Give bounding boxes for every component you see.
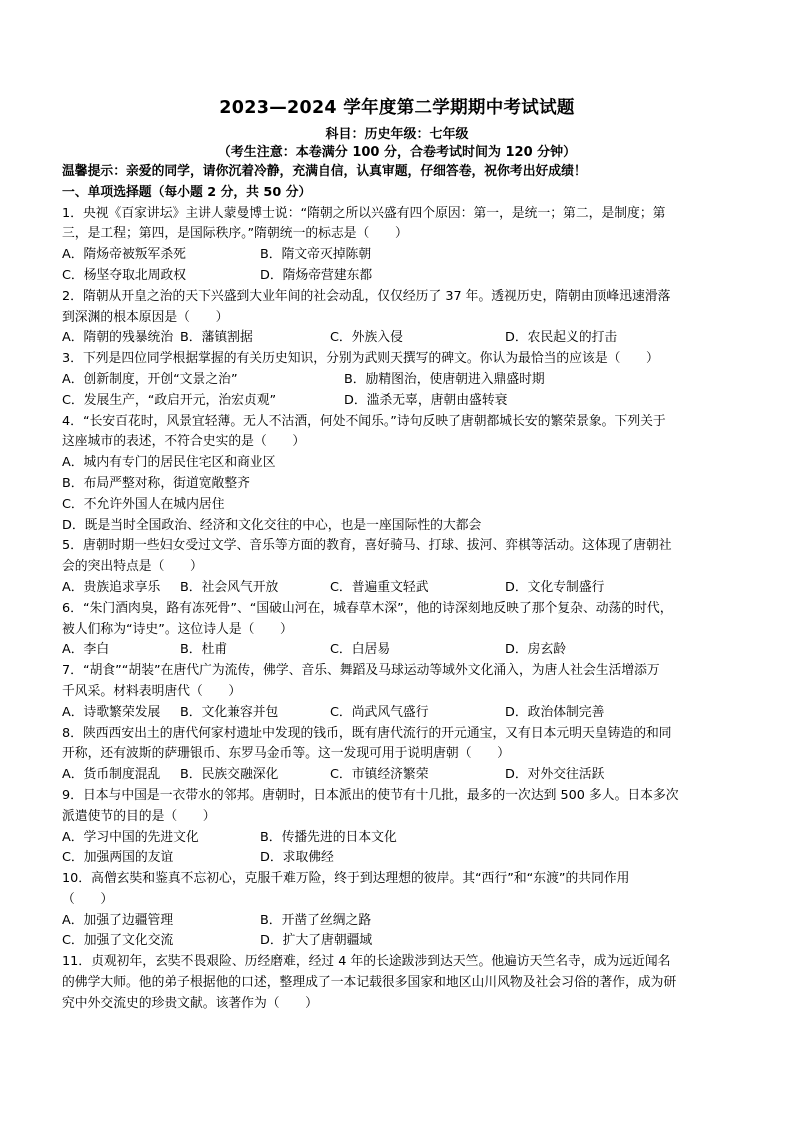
question-item (62, 536, 732, 598)
question-item (62, 661, 732, 723)
question-stem-line: 2．隋朝从开皇之治的天下兴盛到大业年间的社会动乱，仅仅经历了 37 年。透视历史，隋朝由顶峰迅速滑落 (62, 288, 671, 304)
option-row (62, 328, 732, 349)
answer-option[interactable]: C．杨坚夺取北周政权 (62, 267, 187, 283)
question-stem-line: 7．“胡食”“胡装”在唐代广为流传，佛学、音乐、舞蹈及马球运动等域外文化涌入，为唐人社会生活增添万 (62, 663, 660, 679)
question-stem-line: 会的突出特点是（ ） (62, 559, 203, 575)
answer-option[interactable]: B．励精图治，使唐朝进入鼎盛时期 (344, 371, 545, 387)
question-stem-line: 被人们称为“诗史”。这位诗人是（ ） (62, 621, 293, 637)
question-item (62, 869, 732, 952)
answer-option[interactable]: B．杜甫 (180, 642, 228, 658)
exam-page (62, 96, 732, 1015)
answer-option[interactable]: D．政治体制完善 (505, 704, 605, 720)
answer-option[interactable]: B．藩镇割据 (180, 330, 253, 346)
question-stem-line: 究中外交流史的珍贵文献。该著作为（ ） (62, 995, 318, 1011)
answer-option[interactable]: D．文化专制盛行 (505, 579, 605, 595)
question-stem-line: 3．下列是四位同学根据掌握的有关历史知识，分别为武则天撰写的碑文。你认为最恰当的应该是（ ） (62, 351, 659, 367)
question-stem-line: 1．央视《百家讲坛》主讲人蒙曼博士说：“隋朝之所以兴盛有四个原因：第一，是统一；第二，是制度；第 (62, 205, 666, 221)
question-stem-line: 9．日本与中国是一衣带水的邻邦。唐朝时，日本派出的使节有十几批，最多的一次达到 500 多人。日本多次 (62, 787, 679, 803)
answer-option[interactable]: C．市镇经济繁荣 (330, 767, 429, 783)
question-stem-line: 4．“长安百花时，风景宜轻薄。无人不沽酒，何处不闻乐。”诗句反映了唐朝都城长安的繁荣景象。下列关于 (62, 413, 666, 429)
answer-option[interactable]: C．尚武风气盛行 (330, 704, 429, 720)
answer-option[interactable]: A．城内有专门的居民住宅区和商业区 (62, 455, 276, 471)
answer-option[interactable]: A．诗歌繁荣发展 (62, 704, 161, 720)
option-row (62, 370, 732, 391)
question-stem-line: 11．贞观初年，玄奘不畏艰险、历经磨难，经过 4 年的长途跋涉到达天竺。他遍访天竺名寺，成为远近闻名 (62, 954, 671, 970)
question-stem-line: 到深渊的根本原因是（ ） (62, 309, 229, 325)
answer-option[interactable]: A．贵族追求享乐 (62, 579, 161, 595)
question-stem-line: 千风采。材料表明唐代（ ） (62, 683, 242, 699)
option-row (62, 453, 732, 474)
option-row (62, 578, 732, 599)
section-title: 一、单项选择题（每小题 2 分，共 50 分） (62, 184, 312, 200)
question-item (62, 204, 732, 287)
option-row (62, 266, 732, 287)
option-row (62, 911, 732, 932)
question-item (62, 724, 732, 786)
option-row (62, 516, 732, 537)
answer-option[interactable]: A．李白 (62, 642, 110, 658)
answer-option[interactable]: B．文化兼容并包 (180, 704, 279, 720)
exam-notice: （考生注意：本卷满分 100 分，合卷考试时间为 120 分钟） (217, 145, 577, 160)
question-stem-line: 三，是工程；第四，是国际秩序。”隋朝统一的标志是（ ） (62, 226, 408, 242)
option-row (62, 828, 732, 849)
option-row (62, 640, 732, 661)
answer-option[interactable]: C．加强了文化交流 (62, 933, 174, 949)
answer-option[interactable]: C．加强两国的友谊 (62, 850, 174, 866)
option-row (62, 245, 732, 266)
question-item (62, 412, 732, 537)
answer-option[interactable]: C．不允许外国人在城内居住 (62, 496, 225, 512)
question-item (62, 599, 732, 661)
question-stem-line: 10．高僧玄奘和鉴真不忘初心，克服千难万险，终于到达理想的彼岸。其“西行”和“东渡”的共同作用 (62, 871, 630, 887)
answer-option[interactable]: B．社会风气开放 (180, 579, 279, 595)
option-row (62, 474, 732, 495)
answer-option[interactable]: B．开凿了丝绸之路 (260, 912, 372, 928)
question-item (62, 349, 732, 411)
answer-option[interactable]: D．隋炀帝营建东都 (260, 267, 373, 283)
answer-option[interactable]: D．既是当时全国政治、经济和文化交往的中心，也是一座国际性的大都会 (62, 517, 482, 533)
question-stem-line: 这座城市的表述，不符合史实的是（ ） (62, 434, 306, 450)
question-stem-line: 的佛学大师。他的弟子根据他的口述，整理成了一本记载很多国家和地区山川风物及社会习俗的著作，成为研 (62, 975, 677, 991)
option-row (62, 765, 732, 786)
answer-option[interactable]: B．隋文帝灭掉陈朝 (260, 247, 372, 263)
answer-option[interactable]: D．对外交往活跃 (505, 767, 605, 783)
question-item (62, 786, 732, 869)
answer-option[interactable]: C．发展生产，“政启开元，治宏贞观” (62, 392, 277, 408)
answer-option[interactable]: B．布局严整对称，街道宽敞整齐 (62, 475, 250, 491)
answer-option[interactable]: A．隋朝的残暴统治 (62, 330, 174, 346)
question-stem-line: 6．“朱门酒肉臭，路有冻死骨”、“国破山河在，城春草木深”，他的诗深刻地反映了那个复杂、动荡的时代， (62, 600, 673, 616)
answer-option[interactable]: A．隋炀帝被叛军杀死 (62, 247, 186, 263)
option-row (62, 703, 732, 724)
option-row (62, 391, 732, 412)
question-item (62, 952, 732, 1014)
question-list (62, 204, 732, 1015)
exam-subject: 科目：历史年级：七年级 (325, 127, 469, 142)
option-row (62, 495, 732, 516)
question-item (62, 287, 732, 349)
question-stem-line: 开称，还有波斯的萨珊银币、东罗马金币等。这一发现可用于说明唐朝（ ） (62, 746, 510, 762)
exam-tip: 温馨提示：亲爱的同学，请你沉着冷静，充满自信，认真审题，仔细答卷，祝你考出好成绩！ (62, 164, 587, 179)
question-stem-line: （ ） (62, 891, 114, 907)
question-stem-line: 派遣使节的目的是（ ） (62, 808, 216, 824)
answer-option[interactable]: D．滥杀无辜，唐朝由盛转衰 (344, 392, 508, 408)
answer-option[interactable]: D．扩大了唐朝疆域 (260, 933, 373, 949)
answer-option[interactable]: A．创新制度，开创“文景之治” (62, 371, 238, 387)
answer-option[interactable]: D．求取佛经 (260, 850, 334, 866)
answer-option[interactable]: D．农民起义的打击 (505, 330, 618, 346)
answer-option[interactable]: C．外族入侵 (330, 330, 403, 346)
answer-option[interactable]: A．加强了边疆管理 (62, 912, 174, 928)
answer-option[interactable]: A．学习中国的先进文化 (62, 829, 199, 845)
question-stem-line: 5．唐朝时期一些妇女受过文学、音乐等方面的教育，喜好骑马、打球、拔河、弈棋等活动。这体现了唐朝社 (62, 538, 672, 554)
option-row (62, 848, 732, 869)
exam-title: 2023—2024 学年度第二学期期中考试试题 (219, 98, 575, 118)
answer-option[interactable]: D．房玄龄 (505, 642, 567, 658)
option-row (62, 931, 732, 952)
question-stem-line: 8．陕西西安出土的唐代何家村遗址中发现的钱币，既有唐代流行的开元通宝，又有日本元明天皇铸造的和同 (62, 725, 672, 741)
answer-option[interactable]: B．传播先进的日本文化 (260, 829, 397, 845)
answer-option[interactable]: C．白居易 (330, 642, 391, 658)
answer-option[interactable]: C．普遍重文轻武 (330, 579, 429, 595)
answer-option[interactable]: B．民族交融深化 (180, 767, 279, 783)
answer-option[interactable]: A．货币制度混乱 (62, 767, 161, 783)
